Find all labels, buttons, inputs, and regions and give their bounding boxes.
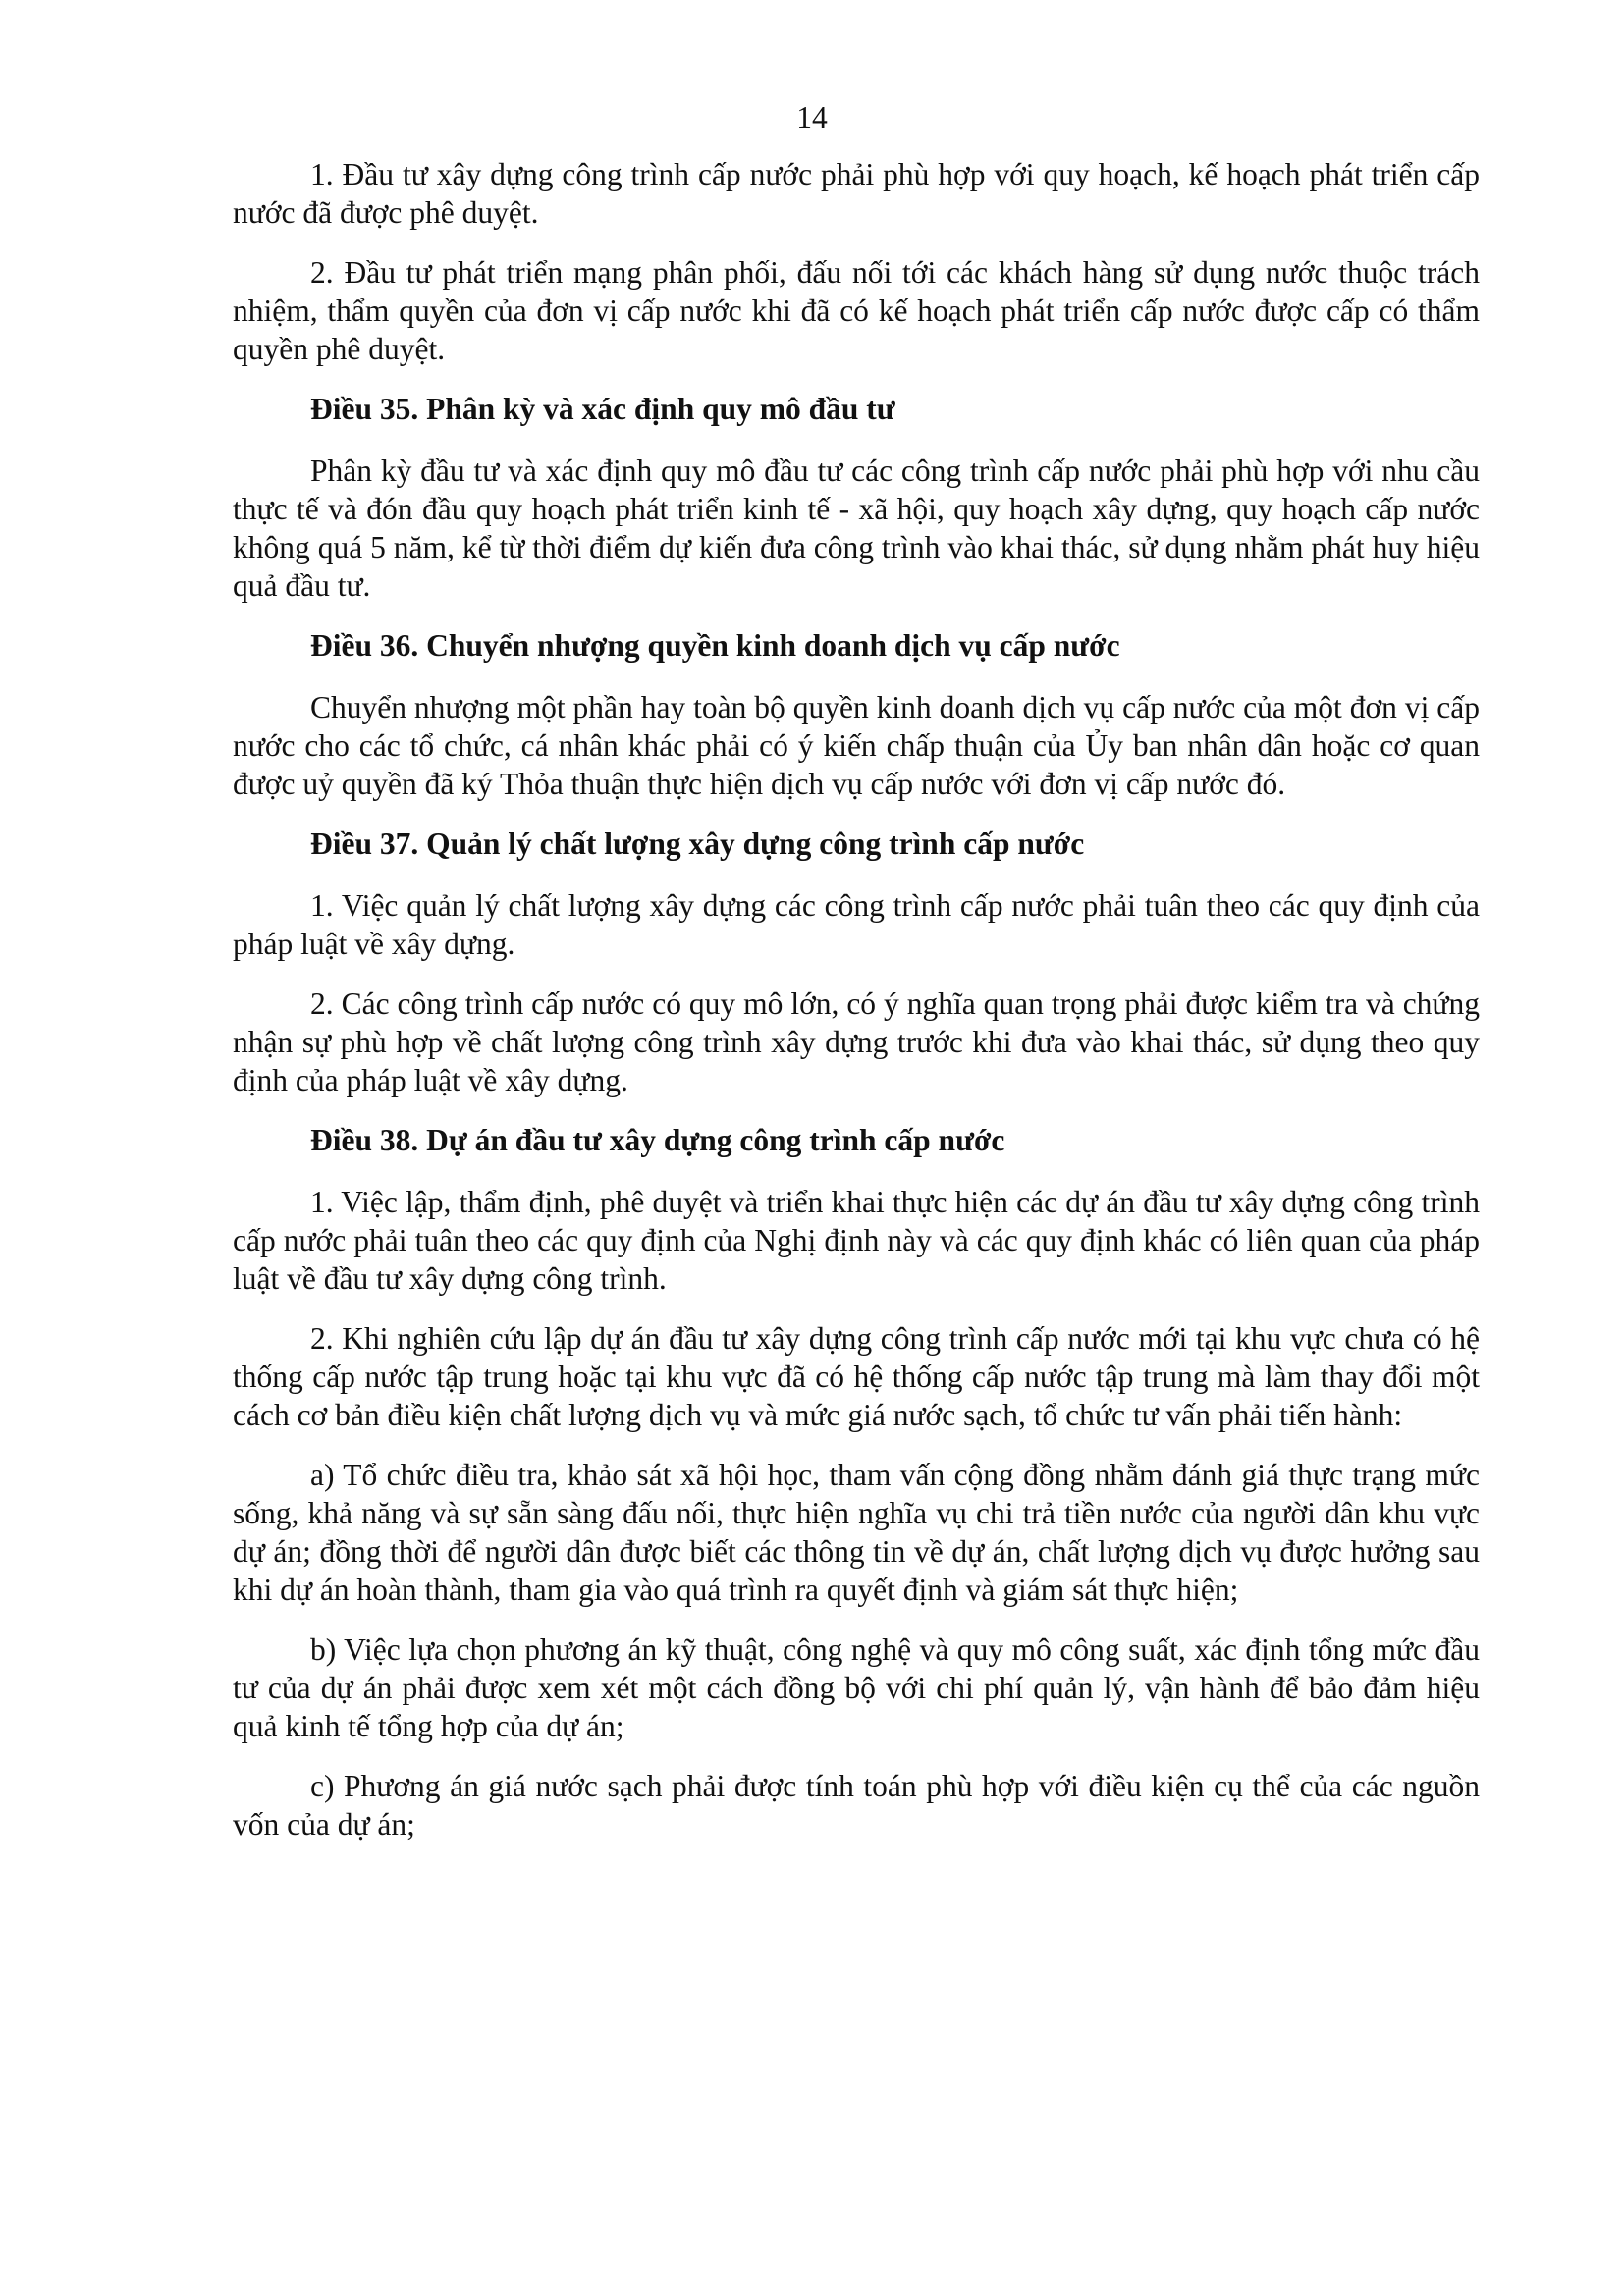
paragraph: 1. Việc lập, thẩm định, phê duyệt và triển khai thực hiện các dự án đầu tư xây dựng công trình cấp nước phải tuân theo các quy định của Nghị định này và các quy định khác có liên quan của pháp luật về đầu tư xây dựng công trình. xyxy=(233,1185,1480,1296)
article-heading: Điều 35. Phân kỳ và xác định quy mô đầu tư xyxy=(310,392,895,426)
paragraph: 2. Khi nghiên cứu lập dự án đầu tư xây dựng công trình cấp nước mới tại khu vực chưa có hệ thống cấp nước tập trung hoặc tại khu vực đã có hệ thống cấp nước tập trung mà làm thay đổi một cách cơ bản điều kiện chất lượng dịch vụ và mức giá nước sạch, tổ chức tư vấn phải tiến hành: xyxy=(233,1321,1480,1432)
page-number: 14 xyxy=(796,100,828,134)
list-item-paragraph: a) Tổ chức điều tra, khảo sát xã hội học, tham vấn cộng đồng nhằm đánh giá thực trạng mức sống, khả năng và sự sẵn sàng đấu nối, thực hiện nghĩa vụ chi trả tiền nước của người dân khu vực dự án; đồng thời để người dân được biết các thông tin về dự án, chất lượng dịch vụ được hưởng sau khi dự án hoàn thành, tham gia vào quá trình ra quyết định và giám sát thực hiện; xyxy=(233,1458,1480,1607)
list-item-paragraph: b) Việc lựa chọn phương án kỹ thuật, công nghệ và quy mô công suất, xác định tổng mức đầu tư của dự án phải được xem xét một cách đồng bộ với chi phí quản lý, vận hành để bảo đảm hiệu quả kinh tế tổng hợp của dự án; xyxy=(233,1632,1480,1743)
paragraph: 2. Các công trình cấp nước có quy mô lớn, có ý nghĩa quan trọng phải được kiểm tra và chứng nhận sự phù hợp về chất lượng công trình xây dựng trước khi đưa vào khai thác, sử dụng theo quy định của pháp luật về xây dựng. xyxy=(233,987,1480,1097)
paragraph: Chuyển nhượng một phần hay toàn bộ quyền kinh doanh dịch vụ cấp nước của một đơn vị cấp nước cho các tổ chức, cá nhân khác phải có ý kiến chấp thuận của Ủy ban nhân dân hoặc cơ quan được uỷ quyền đã ký Thỏa thuận thực hiện dịch vụ cấp nước với đơn vị cấp nước đó. xyxy=(233,690,1480,801)
paragraph: 2. Đầu tư phát triển mạng phân phối, đấu nối tới các khách hàng sử dụng nước thuộc trách nhiệm, thẩm quyền của đơn vị cấp nước khi đã có kế hoạch phát triển cấp nước được cấp có thẩm quyền phê duyệt. xyxy=(233,255,1480,366)
paragraph: 1. Việc quản lý chất lượng xây dựng các công trình cấp nước phải tuân theo các quy định của pháp luật về xây dựng. xyxy=(233,888,1480,961)
article-heading: Điều 38. Dự án đầu tư xây dựng công trình cấp nước xyxy=(310,1123,1005,1157)
article-heading: Điều 36. Chuyển nhượng quyền kinh doanh dịch vụ cấp nước xyxy=(310,628,1120,663)
document-body xyxy=(233,155,1480,1865)
paragraph: 1. Đầu tư xây dựng công trình cấp nước phải phù hợp với quy hoạch, kế hoạch phát triển cấp nước đã được phê duyệt. xyxy=(233,157,1480,230)
article-heading: Điều 37. Quản lý chất lượng xây dựng công trình cấp nước xyxy=(310,827,1085,861)
list-item-paragraph: c) Phương án giá nước sạch phải được tính toán phù hợp với điều kiện cụ thể của các nguồn vốn của dự án; xyxy=(233,1769,1480,1842)
paragraph: Phân kỳ đầu tư và xác định quy mô đầu tư các công trình cấp nước phải phù hợp với nhu cầu thực tế và đón đầu quy hoạch phát triển kinh tế - xã hội, quy hoạch xây dựng, quy hoạch cấp nước không quá 5 năm, kể từ thời điểm dự kiến đưa công trình vào khai thác, sử dụng nhằm phát huy hiệu quả đầu tư. xyxy=(233,454,1480,603)
